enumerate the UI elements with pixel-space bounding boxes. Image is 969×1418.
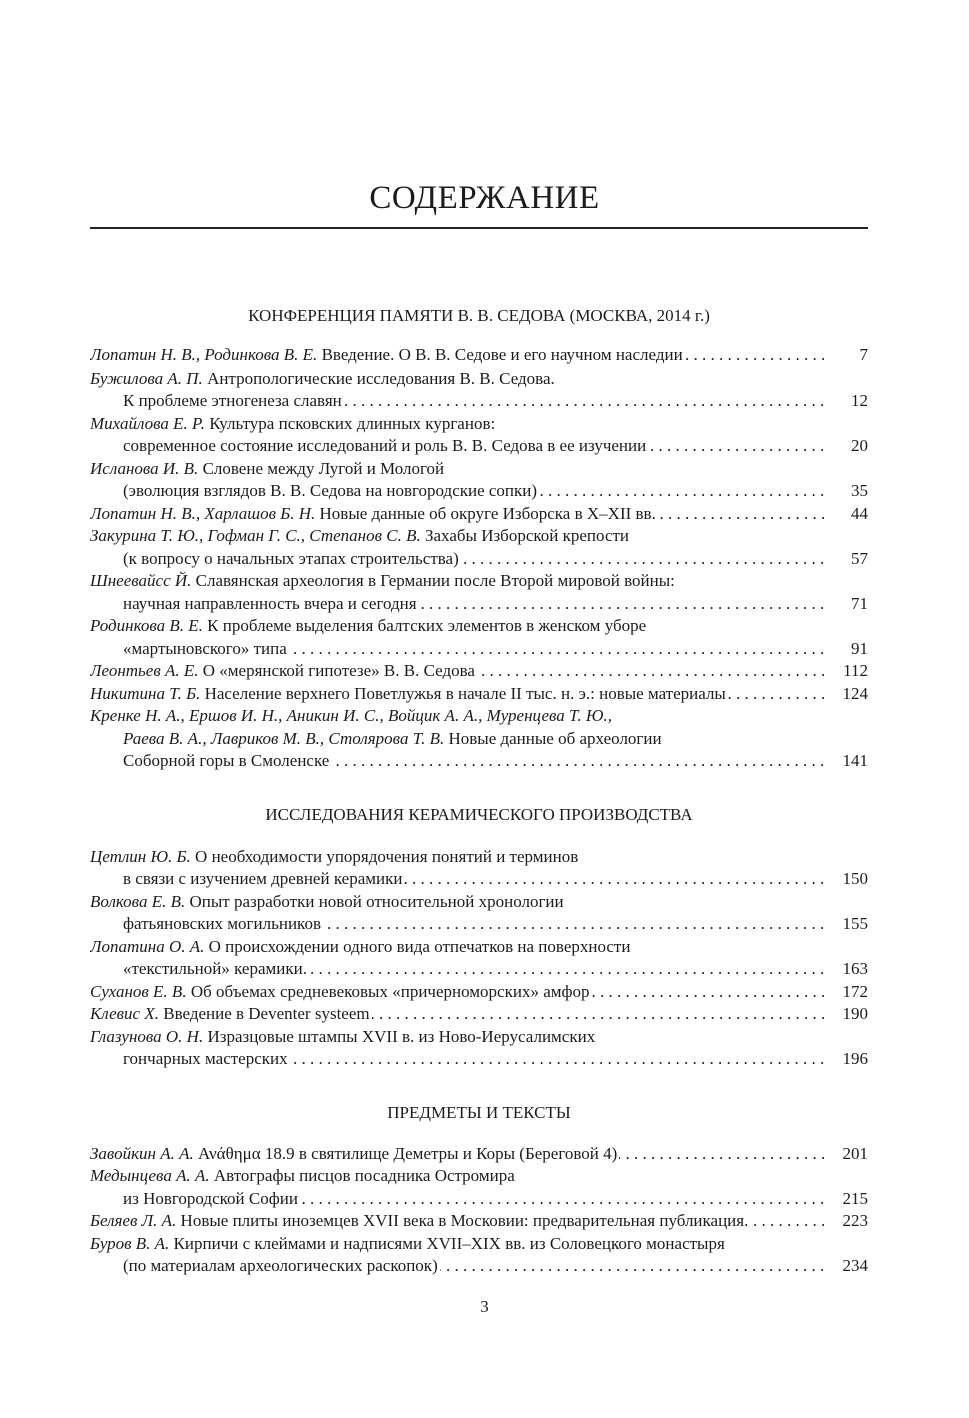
toc-page: 215	[826, 1188, 868, 1210]
toc-page: 112	[826, 660, 868, 682]
toc-authors: Закурина Т. Ю., Гофман Г. С., Степанов С. В.	[90, 526, 421, 545]
toc-title: Введение. О В. В. Седове и его научном наследии	[317, 345, 683, 364]
toc-page: 163	[826, 958, 868, 980]
toc-title: О «мерянской гипотезе» В. В. Седова	[198, 661, 475, 680]
section-heading-ceramics: ИССЛЕДОВАНИЯ КЕРАМИЧЕСКОГО ПРОИЗВОДСТВА	[265, 805, 693, 824]
toc-entry[interactable]	[90, 705, 868, 727]
toc-entry[interactable]	[90, 503, 868, 525]
toc-page: 12	[826, 390, 868, 412]
toc-title: К проблеме выделения балтских элементов в женском уборе	[202, 616, 647, 635]
toc-authors: Леонтьев А. Е.	[90, 661, 199, 680]
toc-entry[interactable]	[90, 344, 868, 366]
toc-authors: Волкова Е. В.	[90, 892, 186, 911]
toc-entry[interactable]	[90, 525, 868, 547]
toc-authors: Родинкова В. Е.	[90, 616, 203, 635]
toc-page: 190	[826, 1003, 868, 1025]
page-number: 3	[480, 1297, 489, 1316]
toc-entry-continued[interactable]	[123, 548, 868, 570]
toc-entry[interactable]	[90, 368, 868, 390]
toc-title: Словене между Лугой и Мологой	[198, 459, 445, 478]
toc-title: Ανάθημα 18.9 в святилище Деметры и Коры (Береговой 4)	[193, 1144, 618, 1163]
toc-entry-continued[interactable]	[123, 728, 868, 750]
toc-title: . . . «мартыновского» типа	[123, 639, 287, 658]
toc-authors: Глазунова О. Н.	[90, 1027, 204, 1046]
toc-entry[interactable]	[90, 846, 868, 868]
toc-entry-continued[interactable]	[123, 958, 868, 980]
toc-page: 35	[826, 480, 868, 502]
toc-page: 44	[826, 503, 868, 525]
toc-title: . . . гончарных мастерских	[123, 1049, 288, 1068]
toc-page: 141	[826, 750, 868, 772]
toc-entry[interactable]	[90, 458, 868, 480]
toc-title: Изразцовые штампы XVII в. из Ново-Иерусалимских	[203, 1027, 596, 1046]
section-heading-conference: КОНФЕРЕНЦИЯ ПАМЯТИ В. В. СЕДОВА (МОСКВА, 2014 г.)	[248, 306, 710, 325]
toc-entry-continued[interactable]	[123, 593, 868, 615]
toc-authors: Суханов Е. В.	[90, 982, 187, 1001]
toc-entry[interactable]	[90, 1003, 868, 1025]
toc-entry[interactable]	[90, 660, 868, 682]
toc-entry-continued[interactable]	[123, 913, 868, 935]
toc-title: Новые данные об археологии	[444, 729, 662, 748]
toc-page: 172	[826, 981, 868, 1003]
toc-page: 234	[826, 1255, 868, 1277]
toc-page: 196	[826, 1048, 868, 1070]
toc-title: Население верхнего Поветлужья в начале II тыс. н. э.: новые материалы	[200, 684, 726, 703]
toc-title: Славянская археология в Германии после Второй мировой войны:	[191, 571, 675, 590]
toc-entry[interactable]	[90, 1143, 868, 1165]
toc-authors: Михайлова Е. Р.	[90, 414, 205, 433]
toc-authors: Раева В. А., Лавриков М. В., Столярова Т. В.	[123, 729, 445, 748]
section-heading-objects: ПРЕДМЕТЫ И ТЕКСТЫ	[387, 1103, 571, 1122]
toc-page: 20	[826, 435, 868, 457]
toc-entry[interactable]	[90, 936, 868, 958]
toc-title: . . . «текстильной» керамики.	[123, 959, 307, 978]
toc-entry-continued[interactable]	[123, 435, 868, 457]
toc-title: Автографы писцов посадника Остромира	[209, 1166, 515, 1185]
toc-authors: Исланова И. В.	[90, 459, 199, 478]
toc-entry-continued[interactable]	[123, 1188, 868, 1210]
toc-title: О происхождении одного вида отпечатков на поверхности	[204, 937, 631, 956]
toc-title: О необходимости упорядочения понятий и терминов	[190, 847, 579, 866]
toc-authors: Беляев Л. А.	[90, 1211, 177, 1230]
toc-page: 57	[826, 548, 868, 570]
toc-title: Антропологические исследования В. В. Седова.	[202, 369, 555, 388]
toc-authors: Бужилова А. П.	[90, 369, 203, 388]
toc-authors: Кренке Н. А., Ершов И. Н., Аникин И. С., Войцик А. А., Муренцева Т. Ю.,	[90, 706, 612, 725]
toc-title: Введение в Deventer systeem	[158, 1004, 370, 1023]
toc-entry-continued[interactable]	[123, 1048, 868, 1070]
toc-page: 7	[826, 344, 868, 366]
toc-authors: Завойкин А. А.	[90, 1144, 194, 1163]
toc-entry-continued[interactable]	[123, 750, 868, 772]
toc-authors: Буров В. А.	[90, 1234, 170, 1253]
toc-entry[interactable]	[90, 570, 868, 592]
toc-title: . . . К проблеме этногенеза славян	[123, 391, 342, 410]
toc-title: Новые плиты иноземцев XVII века в Московии: предварительная публикация.	[176, 1211, 749, 1230]
toc-page: 71	[826, 593, 868, 615]
toc-entry[interactable]	[90, 1233, 868, 1255]
toc-authors: Лопатина О. А.	[90, 937, 205, 956]
toc-entry[interactable]	[90, 413, 868, 435]
toc-authors: Лопатин Н. В., Родинкова В. Е.	[90, 345, 318, 364]
toc-title: . . . (по материалам археологических раскопок)	[123, 1256, 438, 1275]
toc-page: 155	[826, 913, 868, 935]
toc-entry[interactable]	[90, 891, 868, 913]
toc-title: . . . (эволюция взглядов В. В. Седова на новгородские сопки)	[123, 481, 538, 500]
toc-entry-continued[interactable]	[123, 638, 868, 660]
toc-authors: Медынцева А. А.	[90, 1166, 210, 1185]
toc-authors: Лопатин Н. В., Харлашов Б. Н.	[90, 504, 316, 523]
toc-page: 150	[826, 868, 868, 890]
toc-title: . . . в связи с изучением древней керамики	[123, 869, 403, 888]
toc-page: 201	[826, 1143, 868, 1165]
toc-title: Новые данные об округе Изборска в X–XII вв.	[315, 504, 656, 523]
toc-title: . . . (к вопросу о начальных этапах строительства)	[123, 549, 459, 568]
toc-page: 223	[826, 1210, 868, 1232]
toc-entry[interactable]	[90, 1165, 868, 1187]
toc-authors: Никитина Т. Б.	[90, 684, 201, 703]
toc-entry[interactable]	[90, 1026, 868, 1048]
toc-title: . . . современное состояние исследований и роль В. В. Седова в ее изучении	[123, 436, 647, 455]
toc-title: Кирпичи с клеймами и надписями XVII–XIX вв. из Соловецкого монастыря	[169, 1234, 725, 1253]
toc-title: . . . фатьяновских могильников	[123, 914, 321, 933]
toc-entry-continued[interactable]	[123, 480, 868, 502]
toc-entry-continued[interactable]	[123, 1255, 868, 1277]
toc-title: Об объемах средневековых «причерноморских» амфор	[186, 982, 590, 1001]
toc-title: . . . научная направленность вчера и сегодня	[123, 594, 417, 613]
toc-entry-continued[interactable]	[123, 868, 868, 890]
toc-page: 91	[826, 638, 868, 660]
toc-entry[interactable]	[90, 981, 868, 1003]
toc-authors: Клевис Х.	[90, 1004, 159, 1023]
toc-title: Захабы Изборской крепости	[420, 526, 630, 545]
toc-authors: Шнеевайсс Й.	[90, 571, 192, 590]
toc-page: 124	[826, 683, 868, 705]
toc-authors: Цетлин Ю. Б.	[90, 847, 191, 866]
toc-entry[interactable]	[90, 683, 868, 705]
page-title: СОДЕРЖАНИЕ	[369, 180, 600, 216]
toc-title: . . . из Новгородской Софии	[123, 1189, 298, 1208]
toc-title: Опыт разработки новой относительной хронологии	[185, 892, 564, 911]
title-rule	[90, 227, 868, 229]
toc-entry[interactable]	[90, 615, 868, 637]
toc-entry[interactable]	[90, 1210, 868, 1232]
toc-title: Культура псковских длинных курганов:	[204, 414, 496, 433]
toc-entry-continued[interactable]	[123, 390, 868, 412]
toc-title: . . . Соборной горы в Смоленске	[123, 751, 330, 770]
